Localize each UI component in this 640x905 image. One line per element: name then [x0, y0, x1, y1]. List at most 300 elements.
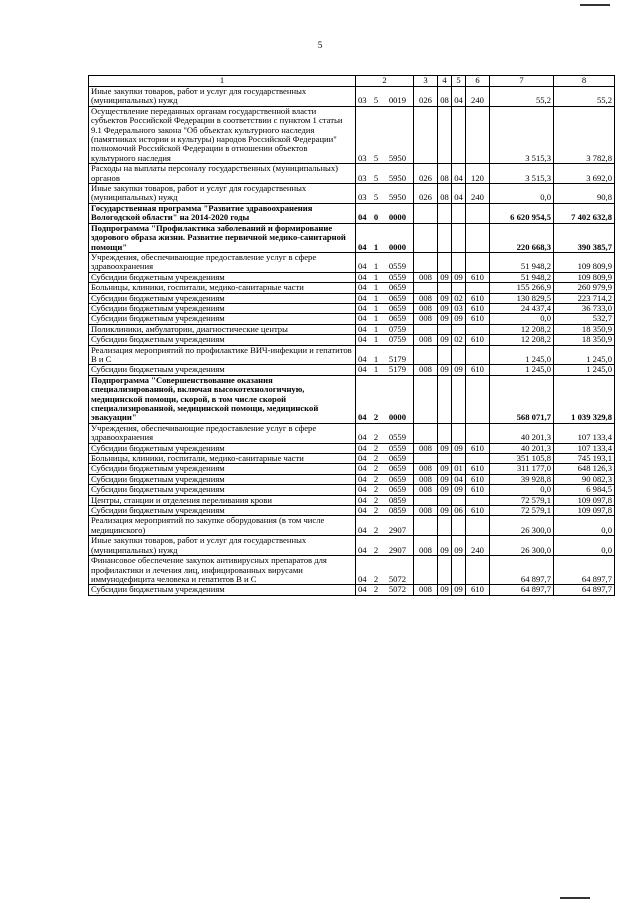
row-expense-type: 610 — [466, 585, 490, 595]
row-ministry-code: 008 — [414, 443, 438, 453]
code-part: 1 — [373, 282, 379, 293]
row-ministry-code: 008 — [414, 485, 438, 495]
row-subsection-code: 03 — [452, 303, 466, 313]
table-row — [89, 495, 615, 505]
row-amount-2016: 0,0 — [554, 516, 615, 536]
scan-mark-top — [580, 4, 610, 6]
row-section-code: 09 — [438, 585, 452, 595]
row-section-code — [438, 324, 452, 334]
row-ministry-code: 008 — [414, 303, 438, 313]
row-classification-code — [356, 506, 414, 516]
row-amount-2015: 311 177,0 — [490, 464, 554, 474]
code-part: 04 — [358, 505, 367, 516]
code-part: 0 — [373, 212, 379, 223]
code-part: 5179 — [388, 353, 406, 364]
row-name: Осуществление переданных органам государственной власти субъектов Российской Федерации в соответствии с пунктом 1 статьи 9.1 Федерального закона "Об объектах культурного наследия (памятниках истории и культуры) народов Российской Федерации" полномочий Российской Федерации в отношении объектов культурного наследия — [89, 106, 356, 163]
table-row — [89, 556, 615, 585]
row-subsection-code — [452, 495, 466, 505]
table-row — [89, 252, 615, 272]
row-section-code — [438, 283, 452, 293]
row-section-code — [438, 223, 452, 252]
row-ministry-code: 008 — [414, 585, 438, 595]
code-part: 5072 — [388, 573, 406, 584]
table-row — [89, 223, 615, 252]
row-expense-type — [466, 345, 490, 365]
row-name: Финансовое обеспечение закупок антивирусных препаратов для профилактики и лечения лиц, инфицированных вирусами иммунодефицита человека и гепатитов В и С — [89, 556, 356, 585]
code-part: 03 — [358, 95, 367, 106]
code-part: 03 — [358, 172, 367, 183]
code-part: 1 — [373, 334, 379, 345]
code-part: 0659 — [388, 292, 406, 303]
row-amount-2016: 90,8 — [554, 184, 615, 204]
row-subsection-code: 09 — [452, 365, 466, 375]
code-part: 04 — [358, 261, 367, 272]
header-row — [89, 76, 615, 87]
row-expense-type — [466, 106, 490, 163]
row-section-code — [438, 345, 452, 365]
row-amount-2016: 90 082,3 — [554, 474, 615, 484]
row-ministry-code — [414, 556, 438, 585]
code-part: 2 — [373, 473, 379, 484]
code-part: 2 — [373, 412, 379, 423]
row-amount-2015: 6 620 954,5 — [490, 203, 554, 223]
row-amount-2016: 3 692,0 — [554, 164, 615, 184]
table-row — [89, 585, 615, 595]
row-amount-2016: 6 984,5 — [554, 485, 615, 495]
row-classification-code — [356, 283, 414, 293]
code-part: 2907 — [388, 524, 406, 535]
row-ministry-code: 008 — [414, 335, 438, 345]
code-part: 1 — [373, 364, 379, 375]
code-part: 2 — [373, 484, 379, 495]
row-ministry-code: 008 — [414, 506, 438, 516]
row-expense-type: 610 — [466, 293, 490, 303]
header-cell: 7 — [490, 76, 554, 87]
code-part: 2 — [373, 524, 379, 535]
code-part: 04 — [358, 463, 367, 474]
row-name: Субсидии бюджетным учреждениям — [89, 365, 356, 375]
table-row — [89, 485, 615, 495]
row-section-code — [438, 454, 452, 464]
row-name: Реализация мероприятий по закупке оборудования (в том числе медицинского) — [89, 516, 356, 536]
table-row — [89, 536, 615, 556]
row-name: Иные закупки товаров, работ и услуг для государственных (муниципальных) нужд — [89, 184, 356, 204]
code-part: 0659 — [388, 463, 406, 474]
row-expense-type — [466, 203, 490, 223]
code-part: 5 — [373, 172, 379, 183]
row-expense-type: 610 — [466, 365, 490, 375]
code-part: 04 — [358, 442, 367, 453]
code-part: 0000 — [388, 412, 406, 423]
row-name: Субсидии бюджетным учреждениям — [89, 506, 356, 516]
row-subsection-code — [452, 454, 466, 464]
code-part: 04 — [358, 364, 367, 375]
row-ministry-code: 008 — [414, 272, 438, 282]
code-part: 5 — [373, 95, 379, 106]
code-part: 04 — [358, 453, 367, 464]
row-name: Субсидии бюджетным учреждениям — [89, 293, 356, 303]
row-amount-2016: 223 714,2 — [554, 293, 615, 303]
code-part: 04 — [358, 334, 367, 345]
table-row — [89, 474, 615, 484]
row-section-code: 09 — [438, 272, 452, 282]
code-part: 0659 — [388, 302, 406, 313]
code-part: 04 — [358, 484, 367, 495]
row-ministry-code — [414, 495, 438, 505]
row-name: Иные закупки товаров, работ и услуг для государственных (муниципальных) нужд — [89, 87, 356, 107]
row-ministry-code — [414, 324, 438, 334]
code-part: 2 — [373, 573, 379, 584]
row-subsection-code — [452, 423, 466, 443]
code-part: 0000 — [388, 241, 406, 252]
table-row — [89, 164, 615, 184]
row-ministry-code: 008 — [414, 365, 438, 375]
row-ministry-code — [414, 203, 438, 223]
row-classification-code — [356, 423, 414, 443]
row-subsection-code — [452, 324, 466, 334]
row-classification-code — [356, 272, 414, 282]
row-section-code — [438, 516, 452, 536]
row-name: Субсидии бюджетным учреждениям — [89, 335, 356, 345]
code-part: 2 — [373, 505, 379, 516]
row-subsection-code — [452, 516, 466, 536]
row-expense-type: 610 — [466, 474, 490, 484]
row-subsection-code: 01 — [452, 464, 466, 474]
row-section-code: 09 — [438, 335, 452, 345]
row-expense-type: 610 — [466, 506, 490, 516]
code-part: 04 — [358, 473, 367, 484]
row-subsection-code: 04 — [452, 184, 466, 204]
budget-table — [88, 75, 615, 596]
row-amount-2016: 532,7 — [554, 314, 615, 324]
row-expense-type — [466, 423, 490, 443]
code-part: 04 — [358, 494, 367, 505]
row-amount-2015: 3 515,3 — [490, 106, 554, 163]
header-cell: 3 — [414, 76, 438, 87]
code-part: 0559 — [388, 261, 406, 272]
row-subsection-code: 02 — [452, 335, 466, 345]
code-part: 1 — [373, 323, 379, 334]
row-classification-code — [356, 164, 414, 184]
row-amount-2016: 109 097,8 — [554, 506, 615, 516]
row-name: Субсидии бюджетным учреждениям — [89, 474, 356, 484]
row-ministry-code — [414, 345, 438, 365]
row-classification-code — [356, 184, 414, 204]
row-classification-code — [356, 303, 414, 313]
code-part: 1 — [373, 271, 379, 282]
row-classification-code — [356, 203, 414, 223]
row-subsection-code — [452, 203, 466, 223]
row-subsection-code: 09 — [452, 314, 466, 324]
code-part: 04 — [358, 432, 367, 443]
row-subsection-code — [452, 223, 466, 252]
row-section-code: 09 — [438, 506, 452, 516]
row-amount-2015: 26 300,0 — [490, 516, 554, 536]
code-part: 04 — [358, 271, 367, 282]
code-part: 04 — [358, 412, 367, 423]
table-row — [89, 345, 615, 365]
row-classification-code — [356, 536, 414, 556]
row-amount-2016: 745 193,1 — [554, 454, 615, 464]
row-amount-2015: 64 897,7 — [490, 585, 554, 595]
row-section-code — [438, 423, 452, 443]
row-amount-2016: 1 245,0 — [554, 365, 615, 375]
code-part: 5950 — [388, 192, 406, 203]
row-section-code — [438, 375, 452, 423]
row-expense-type: 610 — [466, 303, 490, 313]
header-cell: 8 — [554, 76, 615, 87]
row-amount-2016: 109 097,8 — [554, 495, 615, 505]
row-classification-code — [356, 324, 414, 334]
row-name: Больницы, клиники, госпитали, медико-санитарные части — [89, 454, 356, 464]
row-ministry-code: 026 — [414, 184, 438, 204]
row-classification-code — [356, 485, 414, 495]
code-part: 0659 — [388, 313, 406, 324]
code-part: 2 — [373, 432, 379, 443]
row-name: Учреждения, обеспечивающие предоставление услуг в сфере здравоохранения — [89, 252, 356, 272]
row-name: Больницы, клиники, госпитали, медико-санитарные части — [89, 283, 356, 293]
row-ministry-code — [414, 283, 438, 293]
row-amount-2015: 55,2 — [490, 87, 554, 107]
row-section-code — [438, 203, 452, 223]
code-part: 04 — [358, 302, 367, 313]
row-name: Центры, станции и отделения переливания крови — [89, 495, 356, 505]
row-expense-type — [466, 283, 490, 293]
row-section-code: 09 — [438, 536, 452, 556]
row-section-code — [438, 556, 452, 585]
row-amount-2016: 18 350,9 — [554, 335, 615, 345]
row-section-code: 09 — [438, 365, 452, 375]
row-amount-2015: 12 208,2 — [490, 324, 554, 334]
table-row — [89, 184, 615, 204]
code-part: 1 — [373, 241, 379, 252]
row-amount-2016: 109 809,9 — [554, 252, 615, 272]
row-section-code: 08 — [438, 87, 452, 107]
row-expense-type: 610 — [466, 464, 490, 474]
row-amount-2015: 12 208,2 — [490, 335, 554, 345]
row-name: Расходы на выплаты персоналу государственных (муниципальных) органов — [89, 164, 356, 184]
table-row — [89, 314, 615, 324]
row-ministry-code — [414, 454, 438, 464]
row-amount-2016: 260 979,9 — [554, 283, 615, 293]
row-subsection-code: 09 — [452, 485, 466, 495]
code-part: 0859 — [388, 494, 406, 505]
row-subsection-code: 06 — [452, 506, 466, 516]
row-amount-2016: 3 782,8 — [554, 106, 615, 163]
row-classification-code — [356, 223, 414, 252]
table-row — [89, 324, 615, 334]
row-ministry-code: 008 — [414, 293, 438, 303]
table-row — [89, 303, 615, 313]
row-amount-2015: 130 829,5 — [490, 293, 554, 303]
row-amount-2015: 26 300,0 — [490, 536, 554, 556]
row-ministry-code — [414, 375, 438, 423]
row-amount-2015: 0,0 — [490, 485, 554, 495]
code-part: 2 — [373, 463, 379, 474]
code-part: 2 — [373, 544, 379, 555]
row-subsection-code — [452, 556, 466, 585]
row-expense-type: 610 — [466, 314, 490, 324]
code-part: 0659 — [388, 453, 406, 464]
row-classification-code — [356, 365, 414, 375]
table-row — [89, 464, 615, 474]
row-section-code — [438, 106, 452, 163]
row-expense-type: 240 — [466, 87, 490, 107]
row-classification-code — [356, 464, 414, 474]
row-classification-code — [356, 585, 414, 595]
row-amount-2016: 18 350,9 — [554, 324, 615, 334]
row-subsection-code: 09 — [452, 585, 466, 595]
header-cell: 6 — [466, 76, 490, 87]
row-classification-code — [356, 87, 414, 107]
row-amount-2016: 1 039 329,8 — [554, 375, 615, 423]
code-part: 0659 — [388, 473, 406, 484]
row-subsection-code — [452, 106, 466, 163]
row-amount-2015: 64 897,7 — [490, 556, 554, 585]
row-amount-2016: 390 385,7 — [554, 223, 615, 252]
row-amount-2015: 3 515,3 — [490, 164, 554, 184]
row-classification-code — [356, 293, 414, 303]
code-part: 0000 — [388, 212, 406, 223]
table-row — [89, 506, 615, 516]
row-expense-type — [466, 375, 490, 423]
row-section-code — [438, 495, 452, 505]
code-part: 5 — [373, 152, 379, 163]
row-classification-code — [356, 516, 414, 536]
row-amount-2015: 51 948,2 — [490, 252, 554, 272]
row-section-code — [438, 252, 452, 272]
code-part: 0559 — [388, 432, 406, 443]
code-part: 0559 — [388, 271, 406, 282]
row-subsection-code: 09 — [452, 536, 466, 556]
row-expense-type — [466, 252, 490, 272]
code-part: 1 — [373, 353, 379, 364]
row-subsection-code — [452, 283, 466, 293]
row-name: Субсидии бюджетным учреждениям — [89, 585, 356, 595]
row-classification-code — [356, 375, 414, 423]
table-row — [89, 283, 615, 293]
table-row — [89, 516, 615, 536]
code-part: 04 — [358, 353, 367, 364]
row-expense-type: 610 — [466, 485, 490, 495]
code-part: 04 — [358, 323, 367, 334]
row-name: Субсидии бюджетным учреждениям — [89, 443, 356, 453]
row-ministry-code — [414, 106, 438, 163]
row-expense-type — [466, 516, 490, 536]
row-amount-2015: 24 437,4 — [490, 303, 554, 313]
row-section-code: 09 — [438, 474, 452, 484]
header-cell: 2 — [356, 76, 414, 87]
code-part: 04 — [358, 584, 367, 595]
header-cell: 5 — [452, 76, 466, 87]
row-subsection-code: 04 — [452, 164, 466, 184]
code-part: 03 — [358, 152, 367, 163]
header-cell: 4 — [438, 76, 452, 87]
table-row — [89, 423, 615, 443]
table-row — [89, 272, 615, 282]
scan-mark-bottom — [560, 897, 590, 899]
code-part: 0859 — [388, 505, 406, 516]
row-amount-2015: 0,0 — [490, 184, 554, 204]
code-part: 2 — [373, 453, 379, 464]
row-ministry-code: 026 — [414, 164, 438, 184]
row-expense-type: 240 — [466, 536, 490, 556]
code-part: 5950 — [388, 152, 406, 163]
row-expense-type: 240 — [466, 184, 490, 204]
row-amount-2015: 0,0 — [490, 314, 554, 324]
table-row — [89, 106, 615, 163]
row-ministry-code: 008 — [414, 536, 438, 556]
table-row — [89, 365, 615, 375]
row-ministry-code — [414, 223, 438, 252]
table-row — [89, 335, 615, 345]
code-part: 1 — [373, 313, 379, 324]
row-amount-2016: 107 133,4 — [554, 423, 615, 443]
row-expense-type — [466, 556, 490, 585]
row-subsection-code: 04 — [452, 87, 466, 107]
row-expense-type: 610 — [466, 443, 490, 453]
row-subsection-code — [452, 375, 466, 423]
row-amount-2016: 0,0 — [554, 536, 615, 556]
code-part: 04 — [358, 212, 367, 223]
row-expense-type: 610 — [466, 335, 490, 345]
row-amount-2016: 109 809,9 — [554, 272, 615, 282]
row-amount-2015: 155 266,9 — [490, 283, 554, 293]
code-part: 2 — [373, 584, 379, 595]
row-classification-code — [356, 474, 414, 484]
row-amount-2015: 72 579,1 — [490, 506, 554, 516]
row-classification-code — [356, 454, 414, 464]
code-part: 0759 — [388, 323, 406, 334]
row-classification-code — [356, 106, 414, 163]
row-amount-2016: 107 133,4 — [554, 443, 615, 453]
row-amount-2016: 64 897,7 — [554, 585, 615, 595]
row-expense-type: 120 — [466, 164, 490, 184]
row-amount-2016: 648 126,3 — [554, 464, 615, 474]
row-section-code: 09 — [438, 464, 452, 474]
row-amount-2015: 351 105,8 — [490, 454, 554, 464]
row-section-code: 09 — [438, 293, 452, 303]
row-name: Субсидии бюджетным учреждениям — [89, 272, 356, 282]
row-amount-2015: 40 201,3 — [490, 423, 554, 443]
row-classification-code — [356, 443, 414, 453]
row-subsection-code — [452, 252, 466, 272]
row-ministry-code: 008 — [414, 474, 438, 484]
code-part: 0659 — [388, 282, 406, 293]
table-row — [89, 443, 615, 453]
row-subsection-code: 09 — [452, 272, 466, 282]
row-classification-code — [356, 495, 414, 505]
row-name: Подпрограмма "Профилактика заболеваний и формирование здорового образа жизни. Развитие первичной медико-санитарной помощи" — [89, 223, 356, 252]
table-row — [89, 87, 615, 107]
row-ministry-code — [414, 423, 438, 443]
row-classification-code — [356, 314, 414, 324]
code-part: 04 — [358, 313, 367, 324]
code-part: 0559 — [388, 442, 406, 453]
row-name: Учреждения, обеспечивающие предоставление услуг в сфере здравоохранения — [89, 423, 356, 443]
row-ministry-code — [414, 516, 438, 536]
row-expense-type — [466, 454, 490, 464]
row-amount-2015: 1 245,0 — [490, 365, 554, 375]
row-name: Субсидии бюджетным учреждениям — [89, 314, 356, 324]
row-expense-type — [466, 223, 490, 252]
row-subsection-code — [452, 345, 466, 365]
row-amount-2016: 55,2 — [554, 87, 615, 107]
code-part: 04 — [358, 524, 367, 535]
row-name: Государственная программа "Развитие здравоохранения Вологодской области" на 2014-2020 годы — [89, 203, 356, 223]
row-amount-2015: 220 668,3 — [490, 223, 554, 252]
row-section-code: 09 — [438, 485, 452, 495]
